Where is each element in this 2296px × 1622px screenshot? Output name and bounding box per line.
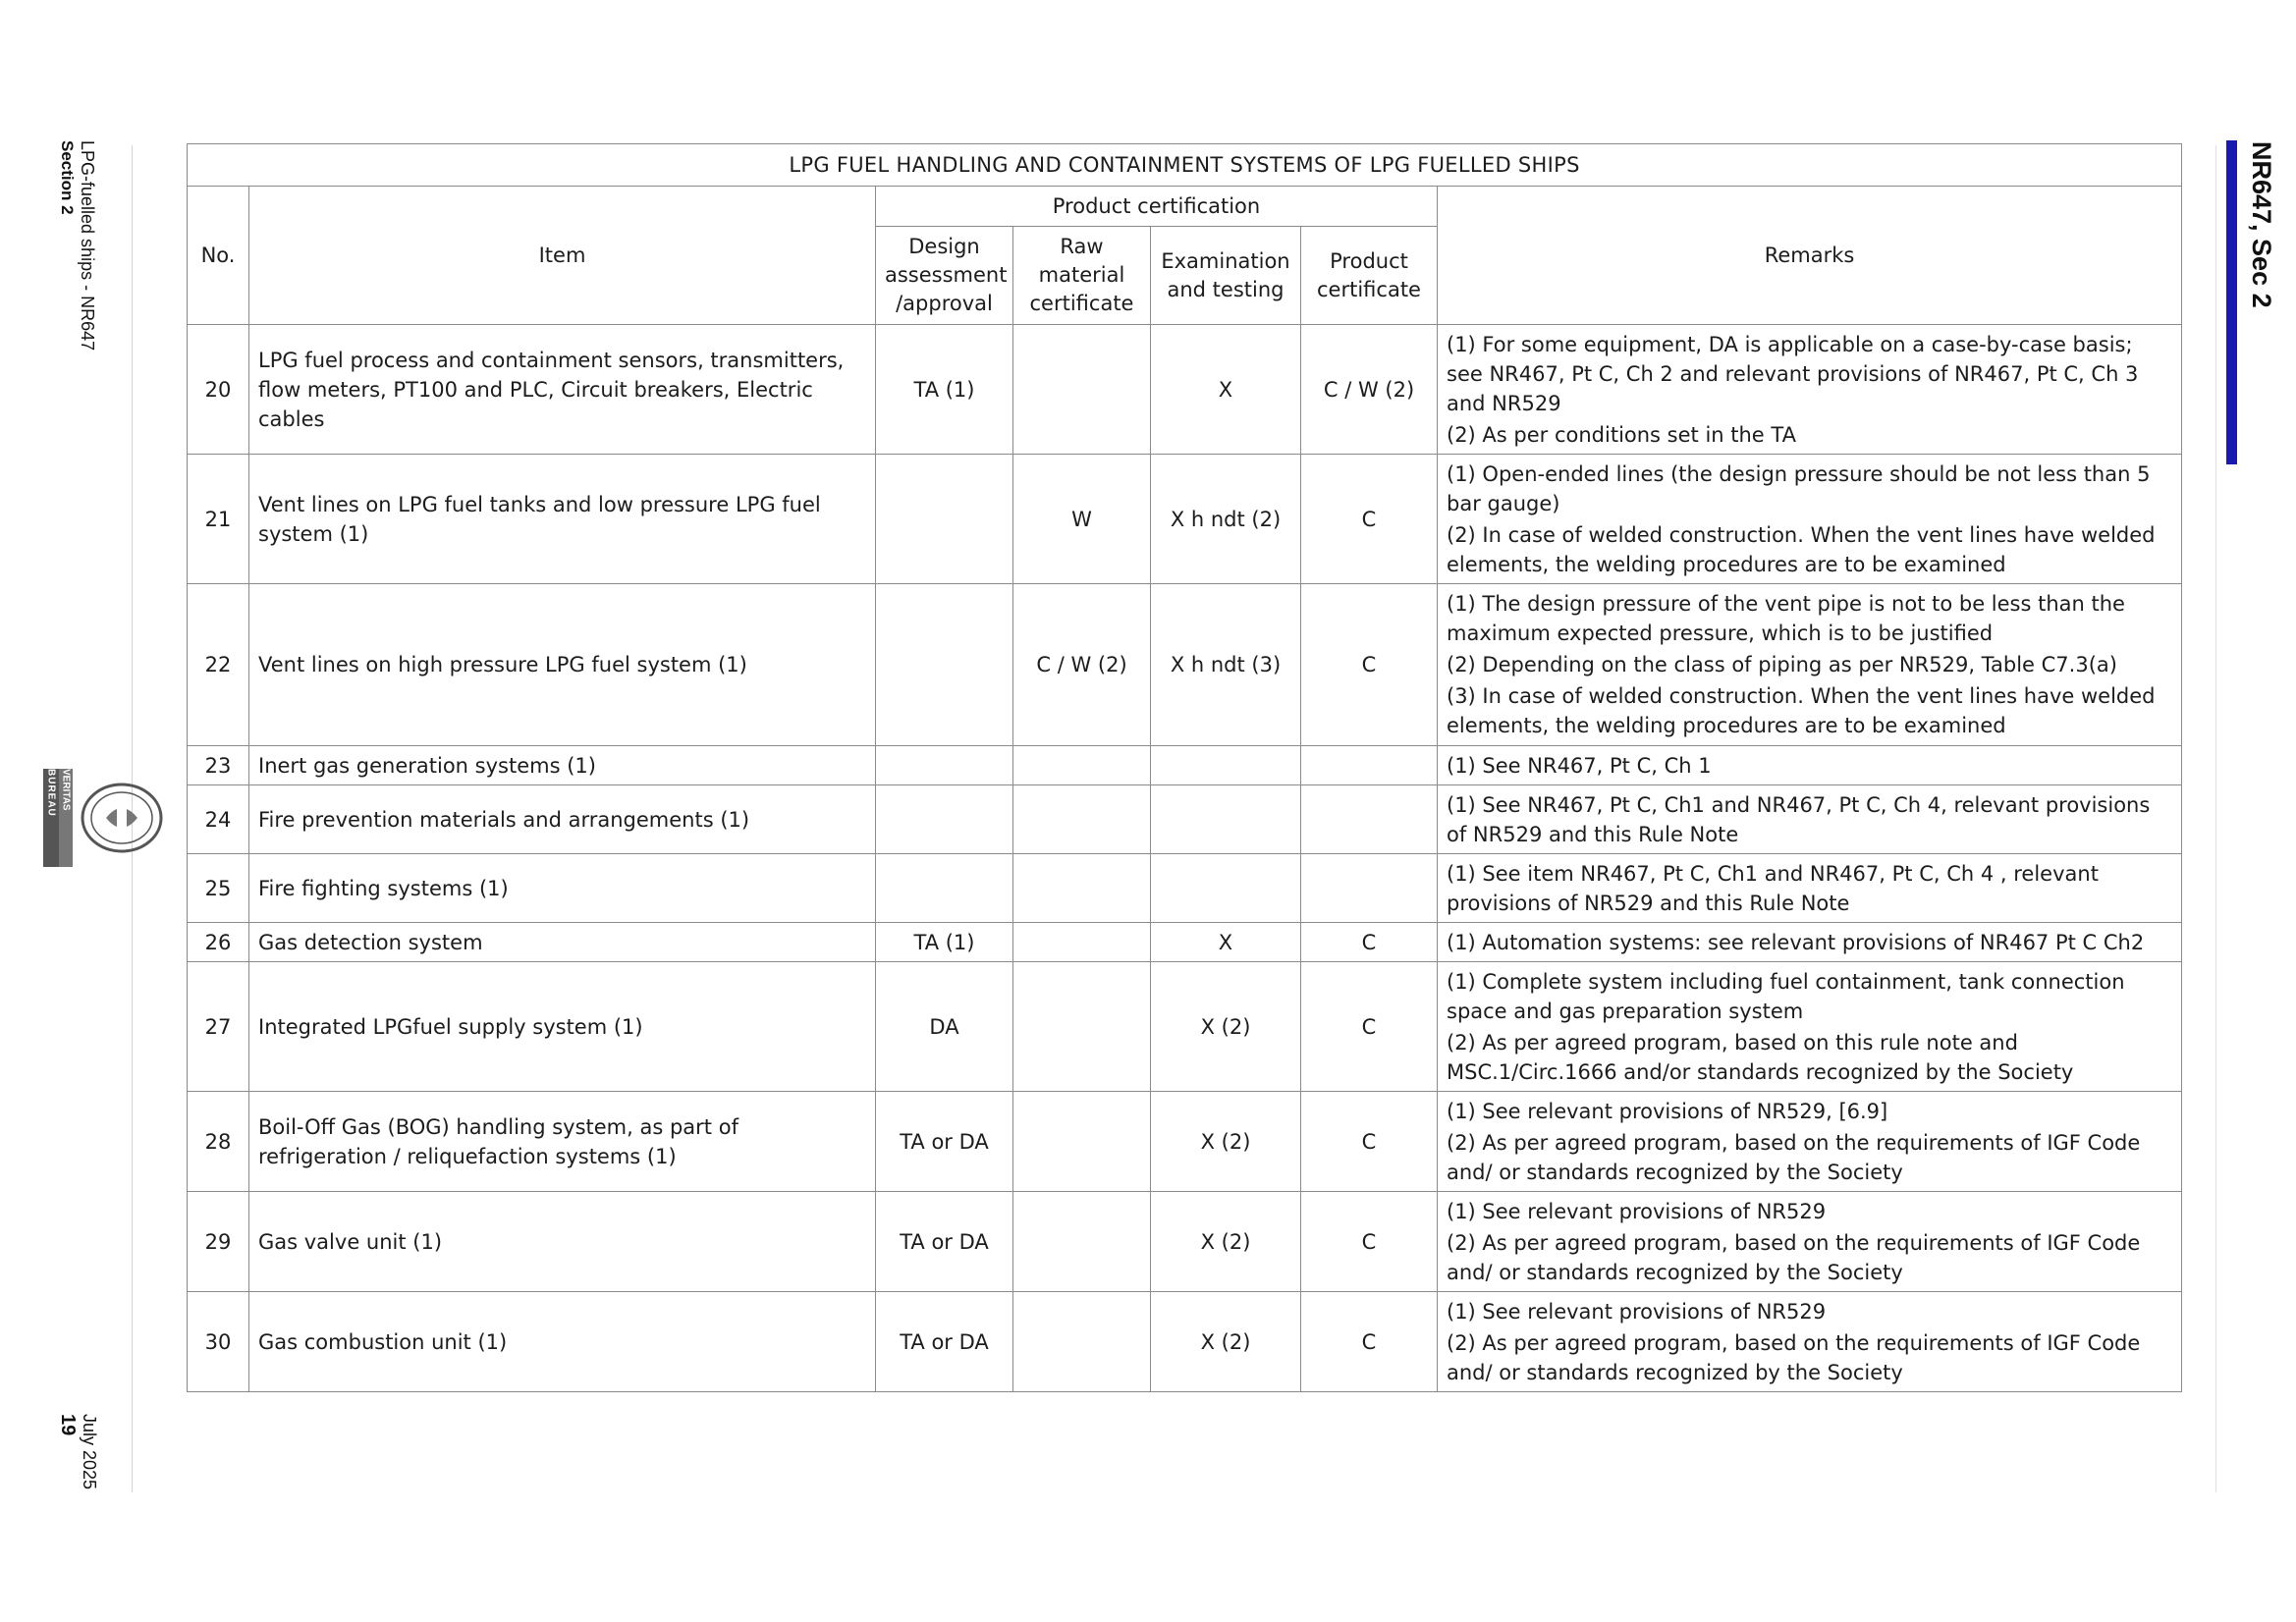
remark-note: (1) See item NR467, Pt C, Ch1 and NR467, Pt C, Ch 4 , relevant provisions of NR529 and this Rule Note (1447, 861, 2099, 915)
row-product-certificate (1301, 746, 1438, 785)
row-item: Gas valve unit (1) (249, 1192, 876, 1292)
remark-note: (1) See NR467, Pt C, Ch1 and NR467, Pt C, Ch 4, relevant provisions of NR529 and this Rule Note (1447, 792, 2151, 846)
row-remarks (1438, 1292, 2182, 1392)
header-item: Item (249, 187, 876, 325)
header-design: Design assessment /approval (876, 227, 1013, 325)
table-row (188, 455, 2182, 584)
running-header (57, 140, 98, 592)
row-raw-material (1013, 1292, 1151, 1392)
header-remarks: Remarks (1438, 187, 2182, 325)
table-row (188, 1192, 2182, 1292)
row-raw-material (1013, 325, 1151, 455)
table-row (188, 785, 2182, 854)
table-row (188, 1092, 2182, 1192)
row-product-certificate: C (1301, 923, 1438, 962)
row-remarks (1438, 455, 2182, 584)
row-number: 29 (188, 1192, 249, 1292)
row-remarks (1438, 962, 2182, 1092)
row-raw-material (1013, 746, 1151, 785)
logo-word2-text: VERITAS (60, 769, 72, 811)
row-design-assessment: TA (1) (876, 325, 1013, 455)
bureau-veritas-seal-icon (77, 781, 167, 855)
row-item: LPG fuel process and containment sensors, transmitters, flow meters, PT100 and PLC, Circuit breakers, Electric cables (249, 325, 876, 455)
section-accent-bar (2226, 140, 2237, 464)
bureau-veritas-logo-word (43, 769, 59, 867)
row-number: 27 (188, 962, 249, 1092)
row-examination: X (2) (1151, 1192, 1301, 1292)
row-item: Vent lines on high pressure LPG fuel system (1) (249, 584, 876, 746)
header-product-certificate: Product certificate (1301, 227, 1438, 325)
row-number: 30 (188, 1292, 249, 1392)
row-product-certificate: C (1301, 1092, 1438, 1192)
row-item: Fire fighting systems (1) (249, 854, 876, 923)
row-item: Gas combustion unit (1) (249, 1292, 876, 1392)
row-product-certificate (1301, 785, 1438, 854)
running-header-section: Section 2 (58, 140, 77, 215)
header-no: No. (188, 187, 249, 325)
logo-word-text: BUREAU (45, 769, 57, 817)
footer-date: July 2025 (80, 1414, 99, 1490)
running-header-title: LPG-fuelled ships - NR647 (78, 140, 97, 351)
remark-note: (3) In case of welded construction. When the vent lines have welded elements, the welding procedures are to be examined (1447, 684, 2156, 737)
remark-note: (2) As per agreed program, based on the requirements of IGF Code and/ or standards recognized by the Society (1447, 1330, 2141, 1384)
row-examination: X h ndt (2) (1151, 455, 1301, 584)
table-row (188, 325, 2182, 455)
remark-note: (1) Open-ended lines (the design pressure should be not less than 5 bar gauge) (1447, 461, 2151, 515)
remark-note: (1) See relevant provisions of NR529 (1447, 1299, 1827, 1324)
remark-note: (2) Depending on the class of piping as per NR529, Table C7.3(a) (1447, 653, 2117, 676)
remark-note: (1) For some equipment, DA is applicable on a case-by-case basis; see NR467, Pt C, Ch 2 and relevant provisions of NR467, Pt C, Ch 3 and NR529 (1447, 332, 2139, 415)
row-design-assessment: TA or DA (876, 1092, 1013, 1192)
row-item: Fire prevention materials and arrangements (1) (249, 785, 876, 854)
table-row (188, 1292, 2182, 1392)
row-raw-material (1013, 854, 1151, 923)
table-row (188, 962, 2182, 1092)
row-examination: X (1151, 923, 1301, 962)
row-product-certificate: C / W (2) (1301, 325, 1438, 455)
row-design-assessment: TA or DA (876, 1192, 1013, 1292)
remark-note: (2) As per agreed program, based on the requirements of IGF Code and/ or standards recognized by the Society (1447, 1130, 2141, 1184)
row-design-assessment: DA (876, 962, 1013, 1092)
row-product-certificate: C (1301, 962, 1438, 1092)
row-raw-material: C / W (2) (1013, 584, 1151, 746)
remark-note: (2) In case of welded construction. When the vent lines have welded elements, the welding procedures are to be examined (1447, 522, 2156, 576)
table-title: LPG FUEL HANDLING AND CONTAINMENT SYSTEMS OF LPG FUELLED SHIPS (188, 144, 2182, 187)
row-raw-material (1013, 1092, 1151, 1192)
row-examination (1151, 854, 1301, 923)
row-design-assessment (876, 746, 1013, 785)
right-margin-rule (2215, 145, 2216, 1492)
remark-note: (1) Complete system including fuel containment, tank connection space and gas preparation system (1447, 969, 2125, 1023)
row-raw-material (1013, 1192, 1151, 1292)
row-number: 25 (188, 854, 249, 923)
table-row (188, 746, 2182, 785)
page-footer (57, 1414, 100, 1591)
row-examination (1151, 785, 1301, 854)
remark-note: (1) See relevant provisions of NR529 (1447, 1199, 1827, 1223)
row-item: Gas detection system (249, 923, 876, 962)
row-remarks (1438, 746, 2182, 785)
row-product-certificate: C (1301, 1292, 1438, 1392)
row-examination: X (1151, 325, 1301, 455)
row-raw-material (1013, 785, 1151, 854)
remark-note: (1) Automation systems: see relevant provisions of NR467 Pt C Ch2 (1447, 930, 2145, 954)
row-number: 22 (188, 584, 249, 746)
row-raw-material: W (1013, 455, 1151, 584)
row-number: 24 (188, 785, 249, 854)
row-item: Inert gas generation systems (1) (249, 746, 876, 785)
row-design-assessment: TA (1) (876, 923, 1013, 962)
row-number: 28 (188, 1092, 249, 1192)
row-raw-material (1013, 923, 1151, 962)
lpg-certification-table (187, 143, 2182, 1392)
row-number: 23 (188, 746, 249, 785)
row-remarks (1438, 785, 2182, 854)
table-row (188, 584, 2182, 746)
table-row (188, 854, 2182, 923)
row-design-assessment (876, 785, 1013, 854)
bureau-veritas-logo-word2 (59, 769, 73, 867)
remark-note: (1) See relevant provisions of NR529, [6.9] (1447, 1099, 1888, 1123)
row-remarks (1438, 325, 2182, 455)
remark-note: (1) The design pressure of the vent pipe is not to be less than the maximum expected pressure, which is to be justified (1447, 592, 2125, 645)
row-remarks (1438, 1192, 2182, 1292)
row-remarks (1438, 1092, 2182, 1192)
row-item: Vent lines on LPG fuel tanks and low pressure LPG fuel system (1) (249, 455, 876, 584)
page-number: 19 (57, 1414, 79, 1436)
row-design-assessment (876, 854, 1013, 923)
row-remarks (1438, 923, 2182, 962)
row-number: 26 (188, 923, 249, 962)
header-raw-material: Raw material certificate (1013, 227, 1151, 325)
row-remarks (1438, 584, 2182, 746)
row-examination (1151, 746, 1301, 785)
row-design-assessment (876, 455, 1013, 584)
row-product-certificate (1301, 854, 1438, 923)
row-product-certificate: C (1301, 1192, 1438, 1292)
remark-note: (2) As per conditions set in the TA (1447, 422, 1796, 447)
row-examination: X h ndt (3) (1151, 584, 1301, 746)
row-examination: X (2) (1151, 1292, 1301, 1392)
remark-note: (1) See NR467, Pt C, Ch 1 (1447, 753, 1712, 778)
row-product-certificate: C (1301, 584, 1438, 746)
row-examination: X (2) (1151, 962, 1301, 1092)
header-examination: Examination and testing (1151, 227, 1301, 325)
row-design-assessment: TA or DA (876, 1292, 1013, 1392)
table-row (188, 923, 2182, 962)
row-item: Integrated LPGfuel supply system (1) (249, 962, 876, 1092)
row-raw-material (1013, 962, 1151, 1092)
row-item: Boil-Off Gas (BOG) handling system, as part of refrigeration / reliquefaction systems (1) (249, 1092, 876, 1192)
remark-note: (2) As per agreed program, based on the requirements of IGF Code and/ or standards recognized by the Society (1447, 1230, 2141, 1284)
row-remarks (1438, 854, 2182, 923)
row-examination: X (2) (1151, 1092, 1301, 1192)
row-design-assessment (876, 584, 1013, 746)
row-product-certificate: C (1301, 455, 1438, 584)
row-number: 20 (188, 325, 249, 455)
header-product-certification: Product certification (876, 187, 1438, 227)
section-tab: NR647, Sec 2 (2247, 141, 2276, 308)
remark-note: (2) As per agreed program, based on this rule note and MSC.1/Circ.1666 and/or standards recognized by the Society (1447, 1030, 2074, 1084)
row-number: 21 (188, 455, 249, 584)
